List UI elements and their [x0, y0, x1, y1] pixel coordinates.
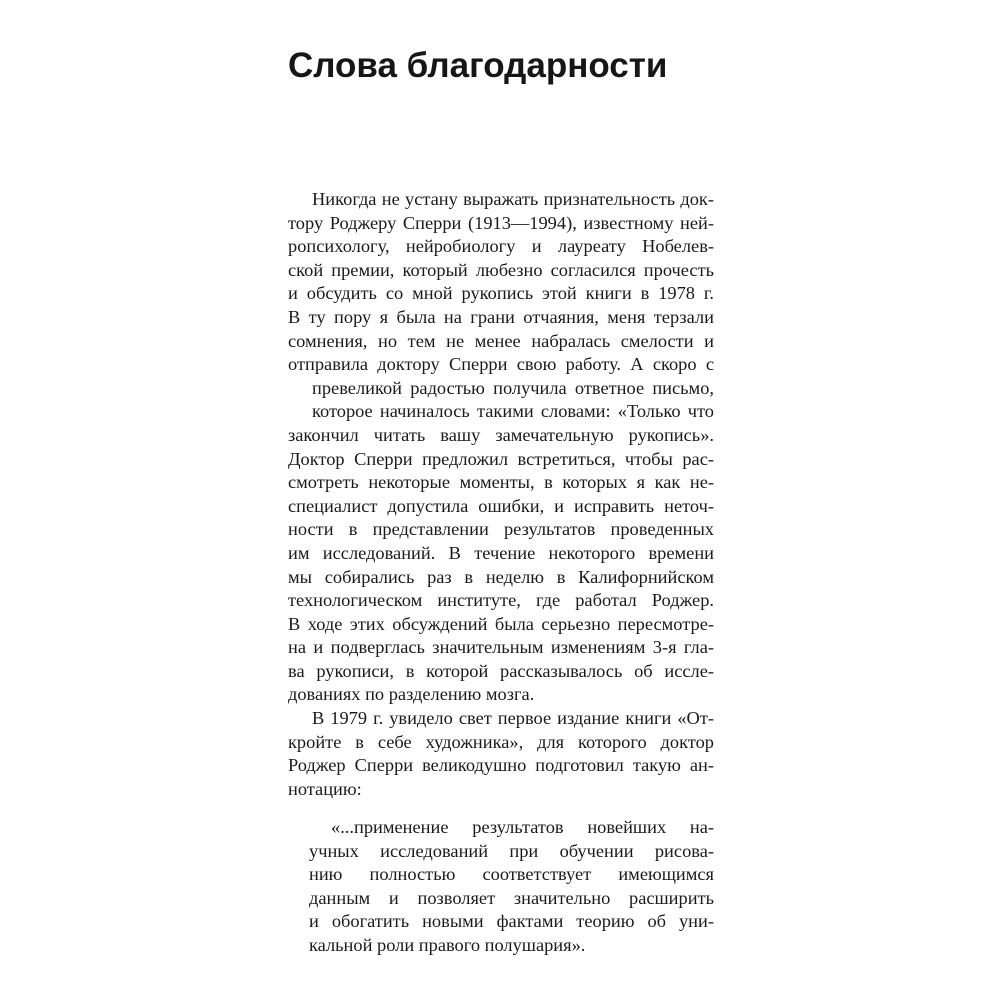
quote-line: нию полностью соответствует имеющимся — [309, 864, 714, 885]
paragraph-1-line: В ходе этих обсуждений была серьезно пересмотре- — [288, 613, 714, 634]
quote-line: данным и позволяет значительно расширить — [309, 887, 714, 908]
paragraph-1-line: отправила доктору Сперри свою работу. А скоро с — [288, 354, 714, 375]
paragraph-1-line: ской премии, который любезно согласился прочесть — [288, 259, 714, 280]
paragraph-1-line: ности в представлении результатов проведенных — [288, 519, 714, 540]
page-title: Слова благодарности — [288, 46, 668, 85]
quote-line: и обогатить новыми фактами теорию об уни- — [309, 911, 714, 932]
paragraph-1-line: В ту пору я была на грани отчаяния, меня терзали — [288, 306, 714, 327]
paragraph-1-line: технологическом институте, где работал Роджер. — [288, 590, 714, 611]
paragraph-2-line: Роджер Сперри великодушно подготовил такую ан- — [288, 755, 714, 776]
quote-line: учных исследований при обучении рисова- — [309, 840, 714, 861]
paragraph-1-line: мы собирались раз в неделю в Калифорнийском — [288, 566, 714, 587]
paragraph-1-line: им исследований. В течение некоторого времени — [288, 542, 714, 563]
paragraph-1-line: на и подверглась значительным изменениям 3-я гла- — [288, 637, 714, 658]
paragraph-1-line: сомнения, но тем не менее набралась смелости и — [288, 330, 714, 351]
paragraph-2-line: нотацию: — [288, 778, 362, 799]
paragraph-1-line: ва рукописи, в которой рассказывалось об иссле- — [288, 660, 714, 681]
paragraph-1-line: тору Роджеру Сперри (1913—1994), известному ней- — [288, 212, 714, 233]
paragraph-1-line: дованиях по разделению мозга. — [288, 684, 535, 705]
paragraph-1-line: которое начиналось такими словами: «Только что — [312, 401, 714, 422]
acknowledgement-text — [288, 188, 714, 801]
paragraph-2-line: В 1979 г. увидело свет первое издание книги «От- — [312, 708, 714, 729]
sperry-quote — [309, 816, 714, 958]
paragraph-1-line: Доктор Сперри предложил встретиться, чтобы рас- — [288, 448, 714, 469]
quote-line: кальной роли правого полушария». — [309, 934, 586, 955]
paragraph-1-line: специалист допустила ошибки, и исправить неточ- — [288, 495, 714, 516]
paragraph-1-line: смотреть некоторые моменты, в которых я как не- — [288, 472, 714, 493]
paragraph-1-line: ропсихологу, нейробиологу и лауреату Нобелев- — [288, 236, 714, 257]
paragraph-1-line: Никогда не устану выражать признательность док- — [312, 189, 714, 209]
paragraph-1-line: превеликой радостью получила ответное письмо, — [312, 377, 714, 398]
paragraph-1-line: закончил читать вашу замечательную рукопись». — [288, 424, 714, 445]
paragraph-2-line: кройте в себе художника», для которого доктор — [288, 731, 714, 752]
paragraph-1-line: и обсудить со мной рукопись этой книги в 1978 г. — [288, 283, 714, 304]
quote-line: «...применение результатов новейших на- — [331, 817, 714, 837]
